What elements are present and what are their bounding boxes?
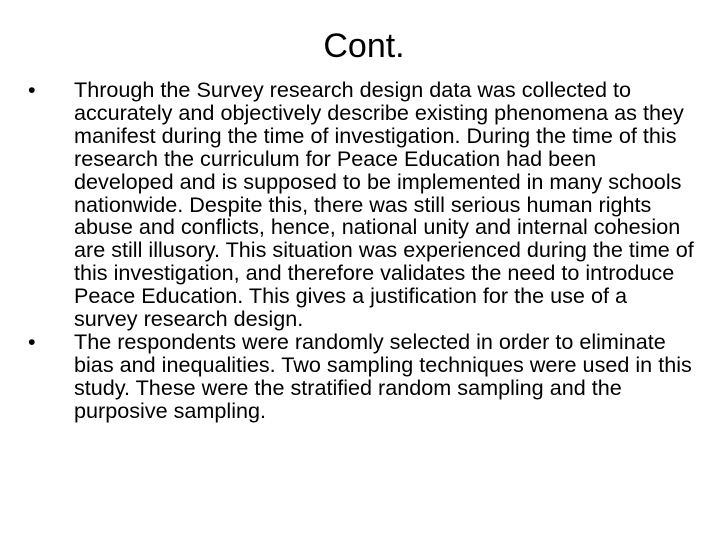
bullet-list xyxy=(28,79,696,424)
bullet-item xyxy=(28,331,696,423)
bullet-icon: • xyxy=(28,77,36,102)
bullet-text: The respondents were randomly selected in order to eliminate bias and inequalities. Two sampling techniques were used in this study. These were the stratified random sampling and the purposive sampling. xyxy=(74,329,692,424)
bullet-icon: • xyxy=(28,329,36,355)
bullet-item xyxy=(28,79,696,331)
bullet-text: Through the Survey research design data was collected to accurately and objectively describe existing phenomena as they manifest during the time of investigation. During the time of this research the curriculum for Peace Education had been developed and is supposed to be implemented in many schools nationwide. Despite this, there was still serious human rights abuse and conflicts, hence, national unity and internal cohesion are still illusory. This situation was experienced during the time of this investigation, and therefore validates the need to introduce Peace Education. This gives a justification for the use of a survey research design. xyxy=(74,77,694,332)
slide-title: Cont. xyxy=(323,27,405,65)
